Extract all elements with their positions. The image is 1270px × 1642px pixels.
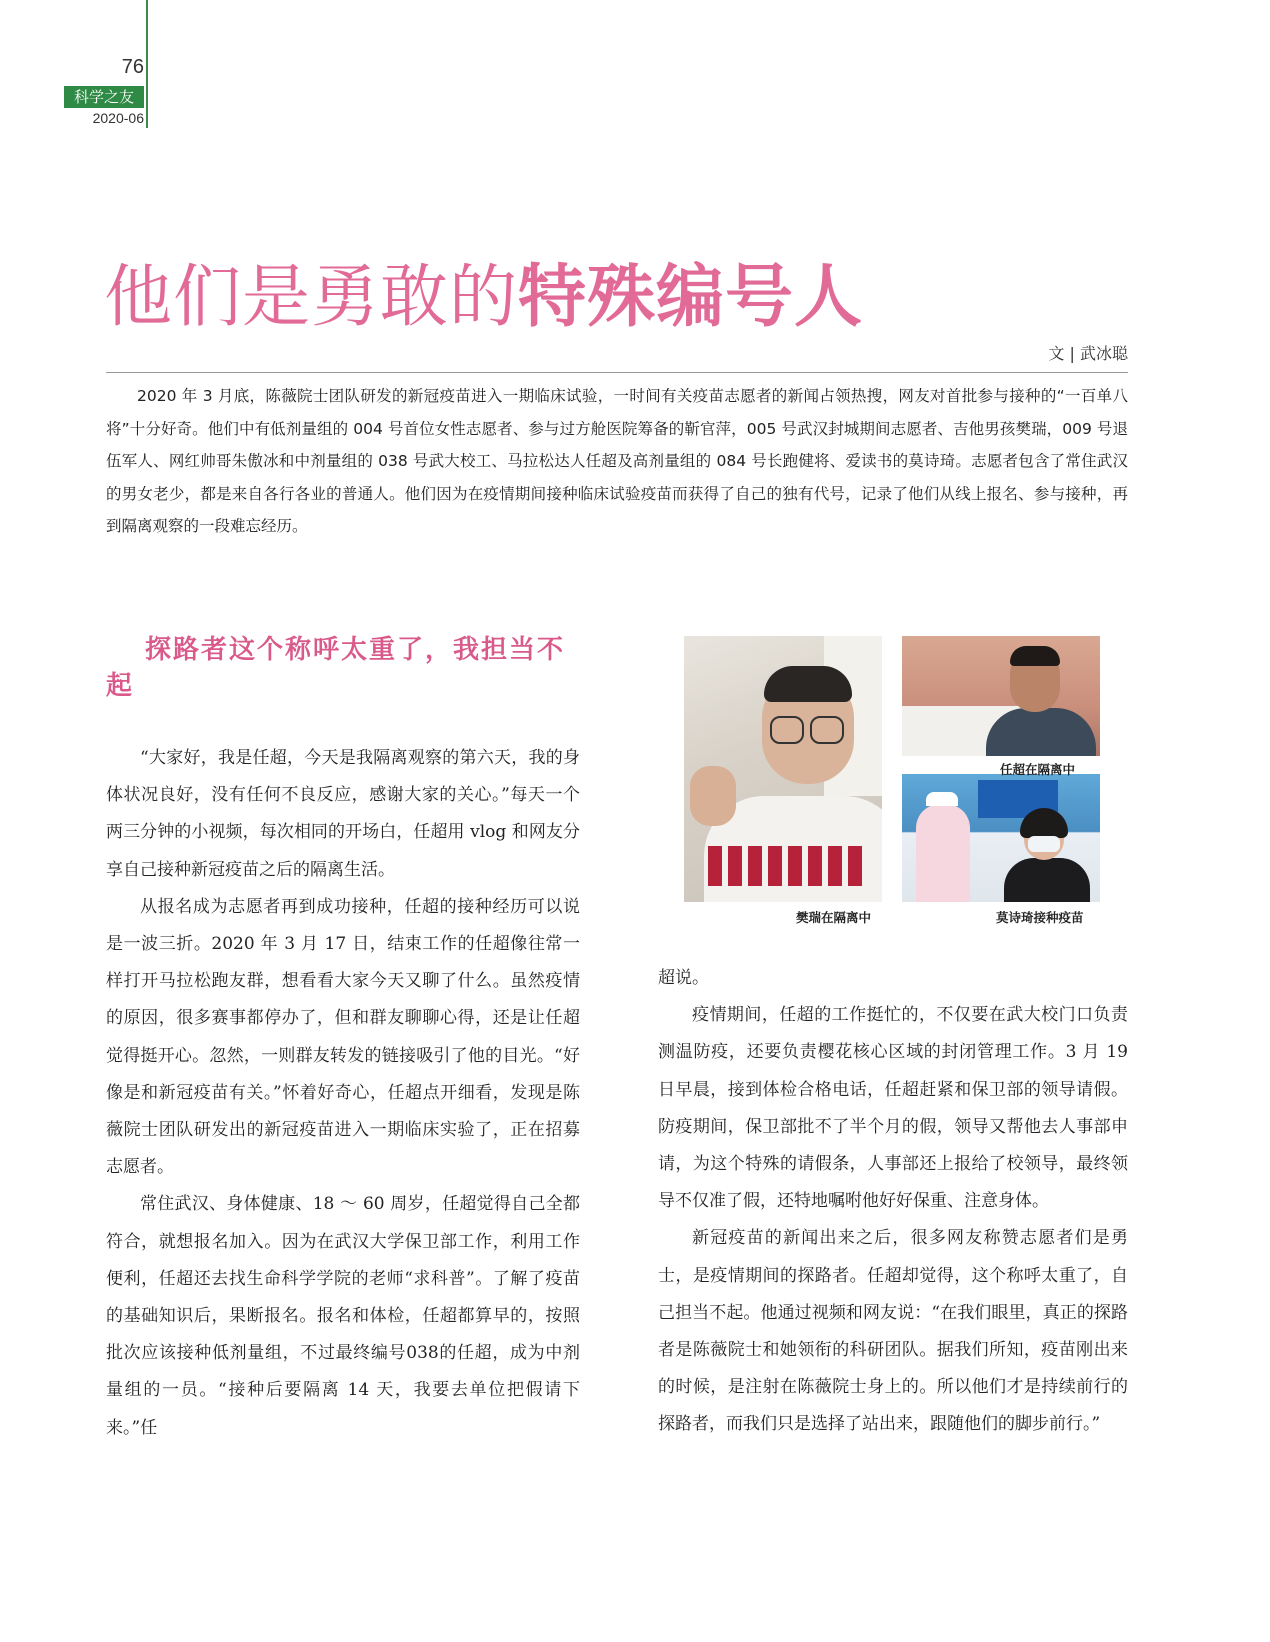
glasses-right bbox=[810, 716, 844, 744]
magazine-name: 科学之友 bbox=[64, 86, 144, 108]
photo-nurse-cap bbox=[926, 792, 958, 806]
left-column bbox=[106, 740, 580, 1447]
glasses-left bbox=[770, 716, 804, 744]
page-number: 76 bbox=[121, 56, 144, 78]
photo-body bbox=[1004, 858, 1090, 902]
paragraph: 超说。 bbox=[658, 968, 709, 988]
photo-fan-rui bbox=[684, 636, 882, 902]
title-divider bbox=[106, 372, 1128, 373]
byline: 文 | 武冰聪 bbox=[1048, 344, 1128, 363]
photo-hair bbox=[1010, 646, 1060, 666]
photo-mask bbox=[1028, 836, 1060, 852]
photo-mo-shiqi bbox=[902, 774, 1100, 902]
photo-hair bbox=[764, 666, 852, 702]
photo-nurse bbox=[916, 804, 970, 902]
article-title bbox=[104, 258, 1104, 338]
paragraph: 新冠疫苗的新闻出来之后，很多网友称赞志愿者们是勇士，是疫情期间的探路者。任超却觉得，这个称呼太重了，自己担当不起。他通过视频和网友说：“在我们眼里，真正的探路者是陈薇院士和她领衔的科研团队。据我们所知，疫苗刚出来的时候，是注射在陈薇院士身上的。所以他们才是持续前行的探路者，而我们只是选择了站出来，跟随他们的脚步前行。” bbox=[658, 1228, 1128, 1435]
paragraph: 从报名成为志愿者再到成功接种，任超的接种经历可以说是一波三折。2020 年 3 月 17 日，结束工作的任超像往常一样打开马拉松跑友群，想看看大家今天又聊了什么。虽然疫情的原因，很多赛事都停办了，但和群友聊聊心得，还是让任超觉得挺开心。忽然，一则群友转发的链接吸引了他的目光。“好像是和新冠疫苗有关。”怀着好奇心，任超点开细看，发现是陈薇院士团队研发出的新冠疫苗进入一期临床实验了，正在招募志愿者。 bbox=[106, 896, 580, 1178]
photo-caption-ren-chao: 任超在隔离中 bbox=[1000, 762, 1076, 777]
photo-body bbox=[986, 708, 1096, 756]
photo-caption-mo-shiqi: 莫诗琦接种疫苗 bbox=[996, 910, 1084, 925]
photo-caption-fan-rui: 樊瑞在隔离中 bbox=[796, 910, 872, 925]
right-column bbox=[658, 960, 1128, 1444]
paragraph: 疫情期间，任超的工作挺忙的，不仅要在武大校门口负责测温防疫，还要负责樱花核心区域的封闭管理工作。3 月 19 日早晨，接到体检合格电话，任超赶紧和保卫部的领导请假。防疫期间，保卫部批不了半个月的假，领导又帮他去人事部申请，为这个特殊的请假条，人事部还上报给了校领导，最终领导不仅准了假，还特地嘱咐他好好保重、注意身体。 bbox=[658, 1005, 1128, 1212]
paragraph: “大家好，我是任超，今天是我隔离观察的第六天，我的身体状况良好，没有任何不良反应，感谢大家的关心。”每天一个两三分钟的小视频，每次相同的开场白，任超用 vlog 和网友分享自己接种新冠疫苗之后的隔离生活。 bbox=[106, 748, 580, 880]
photo-shirt-print bbox=[708, 846, 868, 886]
title-part1: 他们是勇敢的 bbox=[104, 258, 519, 337]
photo-ren-chao bbox=[902, 636, 1100, 756]
paragraph: 常住武汉、身体健康、18 ～ 60 周岁，任超觉得自己全都符合，就想报名加入。因为在武汉大学保卫部工作，利用工作便利，任超还去找生命科学学院的老师“求科普”。了解了疫苗的基础知识后，果断报名。报名和体检，任超都算早的，按照批次应该接种低剂量组，不过最终编号038的任超，成为中剂量组的一员。“接种后要隔离 14 天，我要去单位把假请下来。”任 bbox=[106, 1194, 580, 1438]
header-rule bbox=[146, 0, 148, 128]
issue-date: 2020-06 bbox=[92, 110, 144, 126]
section-heading: 探路者这个称呼太重了，我担当不起 bbox=[106, 635, 566, 701]
photo-hand bbox=[690, 766, 736, 826]
intro-paragraph: 2020 年 3 月底，陈薇院士团队研发的新冠疫苗进入一期临床试验，一时间有关疫苗志愿者的新闻占领热搜，网友对首批参与接种的“一百单八将”十分好奇。他们中有低剂量组的 004 号首位女性志愿者、参与过方舱医院筹备的靳官萍，005 号武汉封城期间志愿者、吉他男孩樊瑞，009 号退伍军人、网红帅哥朱傲冰和中剂量组的 038 号武大校工、马拉松达人任超及高剂量组的 084 号长跑健将、爱读书的莫诗琦。志愿者包含了常住武汉的男女老少，都是来自各行各业的普通人。他们因为在疫情期间接种临床试验疫苗而获得了自己的独有代号，记录了他们从线上报名、参与接种，再到隔离观察的一段难忘经历。 bbox=[106, 387, 1128, 535]
title-part2: 特殊编号人 bbox=[518, 258, 864, 337]
